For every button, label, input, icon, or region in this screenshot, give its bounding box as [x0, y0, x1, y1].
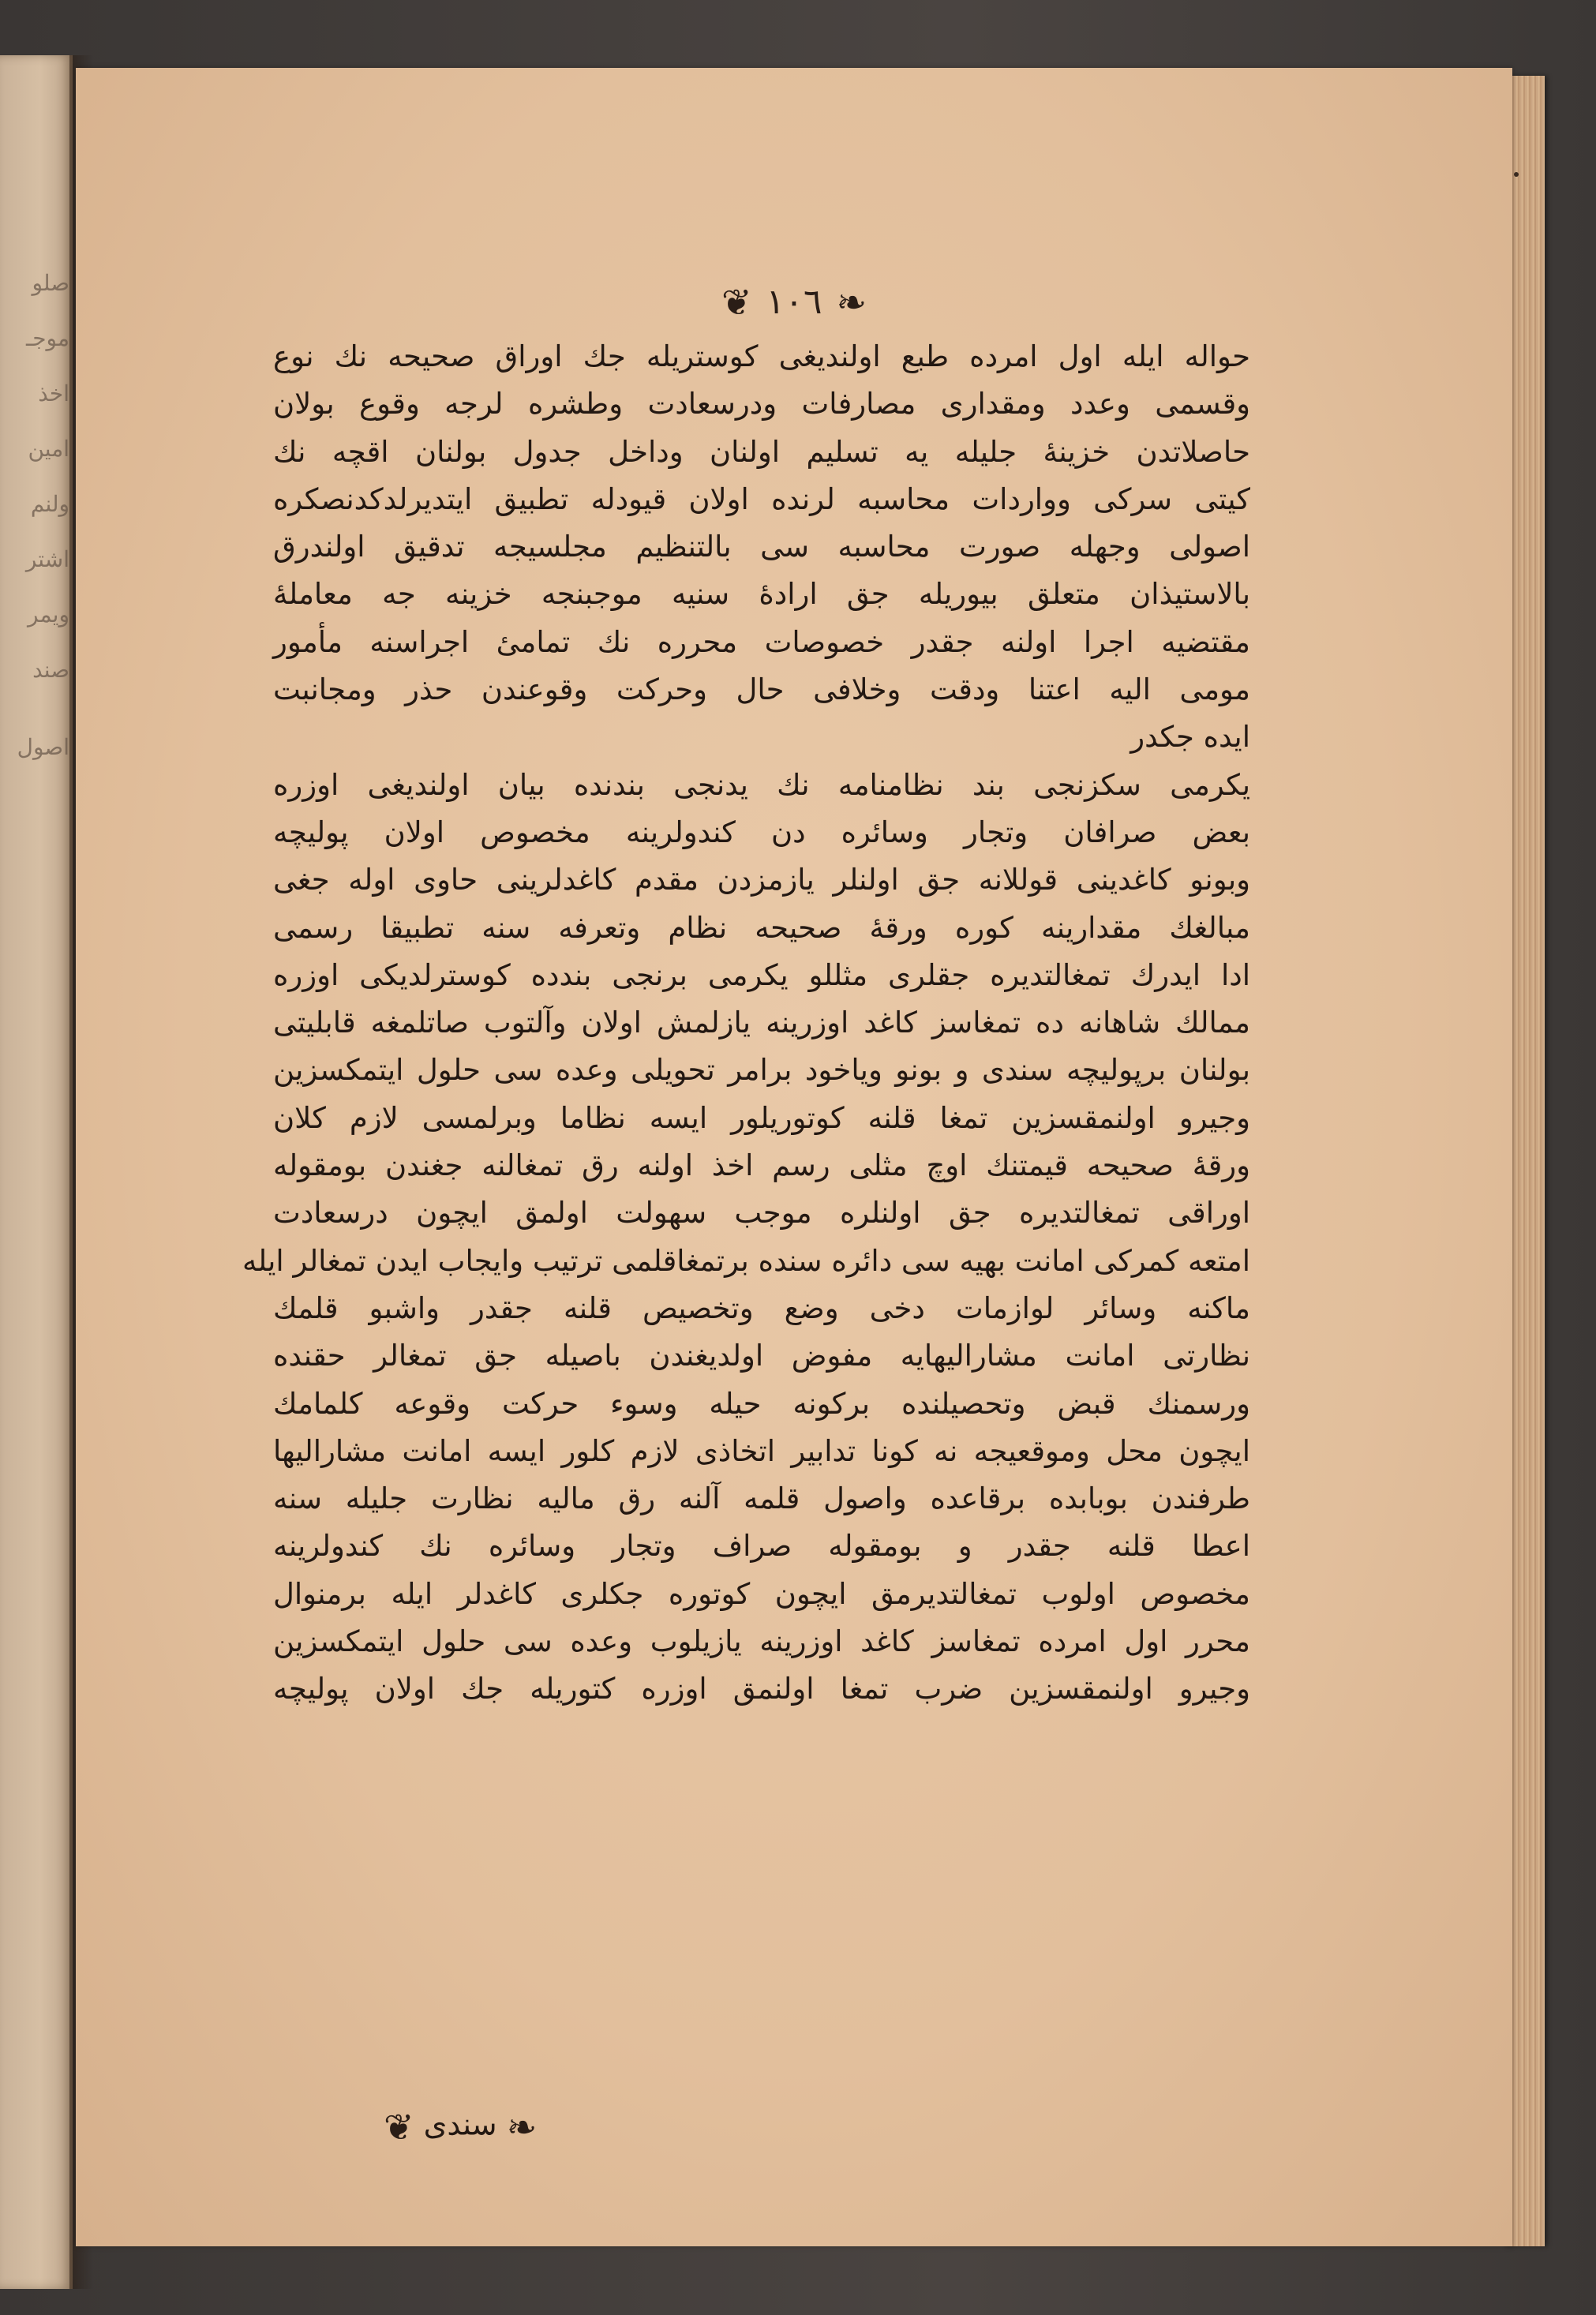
text-line: حواله ايله اول امرده طبع اولنديغى كوستريله جك اوراق صحيحه نك نوع	[273, 339, 1250, 373]
text-line: بولنان برپوليچه سندى و بونو وياخود برامر تحويلى وعده سى حلول ايتمكسزين	[273, 1053, 1250, 1088]
left-page-fragment: اشتر	[25, 546, 69, 572]
text-line: نظارتى امانت مشاراليهايه مفوض اولديغندن باصيله جق تمغالر حقنده	[273, 1339, 1250, 1373]
catchword-ornament-left-icon: ❦	[384, 2106, 414, 2148]
text-line: ورسمنك قبض وتحصيلنده بركونه حيله وسوء حركت وقوعه كلمامك	[273, 1386, 1250, 1421]
left-page-fragment: ولنم	[30, 491, 69, 517]
catchword	[384, 2106, 537, 2148]
text-line: وجيرو اولنمقسزين ضرب تمغا اولنمق اوزره كتوريله جك اولان پوليچه	[273, 1672, 1250, 1706]
text-line: مبالغك مقدارينه كوره ورقهٔ صحيحه نظام وتعرفه سنه تطبيقا رسمى	[273, 910, 1250, 945]
text-line: ايچون محل وموقعيجه نه كونا تدابير اتخاذى لازم كلور ايسه امانت مشاراليها	[273, 1433, 1250, 1468]
page-number: ١٠٦	[766, 282, 822, 322]
left-page-fragment: امين	[28, 436, 69, 462]
body-text	[242, 333, 1250, 1714]
left-page-fragment: ويمر	[28, 601, 69, 627]
text-line: وبونو كاغدينى قوللانه جق اولنلر يازمزدن مقدم كاغدلرينى حاوى اوله جغى	[273, 863, 1250, 897]
text-line: ادا ايدرك تمغالتديره جقلرى مثللو يكرمى برنجى بندده كوسترلديكى اوزره	[273, 957, 1250, 992]
page-header	[76, 279, 1512, 324]
text-line: محرر اول امرده تمغاسز كاغد اوزرينه يازيلوب وعده سى حلول ايتمكسزين	[273, 1624, 1250, 1659]
text-line: مقتضيه اجرا اولنه جقدر خصوصات محرره نك تمامىٔ اجراسنه مأمور	[273, 624, 1250, 659]
text-line: اصولى وجهله صورت محاسبه سى بالتنظيم مجلسيجه تدقيق اولندرق	[273, 530, 1250, 564]
left-page-fragment: صلو	[32, 270, 69, 296]
text-line: بالاستيذان متعلق بيوريله جق ارادهٔ سنيه موجبنجه خزينه جه معاملهٔ	[273, 577, 1250, 612]
ornament-left-icon: ❦	[721, 280, 752, 324]
text-line: كيتى سركى وواردات محاسبه لرنده اولان قيودله تطبيق ايتديرلدكدنصكره	[273, 481, 1250, 516]
text-line: حاصلاتدن خزينهٔ جليله يه تسليم اولنان وداخل جدول بولنان اقچه نك	[273, 434, 1250, 469]
text-line: ماكنه وسائر لوازمات دخى وضع وتخصيص قلنه جقدر واشبو قلمك	[273, 1290, 1250, 1325]
text-line: مخصوص اولوب تمغالتديرمق ايچون كوتوره جكلرى كاغدلر ايله برمنوال	[273, 1576, 1250, 1611]
catchword-ornament-right-icon: ❧	[506, 2106, 538, 2148]
text-line: امتعه كمركى امانت بهيه سى دائره سنده برتمغاقلمى ترتيب وايجاب ايدن تمغالر ايله	[242, 1243, 1250, 1278]
left-page-fragment: صند	[32, 657, 69, 683]
section-heading-line: يكرمى سكزنجى بند نظامنامه نك يدنجى بندنده بيان اولنديغى اوزره	[273, 767, 1250, 802]
text-line: وقسمى وعدد ومقدارى مصارفات ودرسعادت وطشره لرجه وقوع بولان	[273, 387, 1250, 421]
catchword-text: سندى	[423, 2107, 497, 2142]
text-line: اعطا قلنه جقدر و بومقوله صراف وتجار وسائره نك كندولرينه	[273, 1529, 1250, 1564]
ornament-right-icon: ❧	[836, 280, 867, 324]
right-page	[76, 68, 1512, 2246]
text-line: اوراقى تمغالتديره جق اولنلره موجب سهولت اولمق ايچون درسعادت	[273, 1196, 1250, 1231]
text-line: بعض صرافان وتجار وسائره دن كندولرينه مخصوص اولان پوليچه	[273, 815, 1250, 849]
text-line: طرفندن بوبابده برقاعده واصول قلمه آلنه رق ماليه نظارت جليله سنه	[273, 1482, 1250, 1516]
text-line: ايده جكدر	[1130, 720, 1250, 755]
left-page-fragment: موجـ	[26, 325, 69, 351]
left-page-fragment: اصول	[17, 734, 69, 760]
text-line: وجيرو اولنمقسزين تمغا قلنه كوتوريلور ايسه نظاما وبرلمسى لازم كلان	[273, 1100, 1250, 1135]
left-page-fragment: اخذ	[38, 380, 69, 406]
ink-dot	[1514, 172, 1519, 177]
text-line: ممالك شاهانه ده تمغاسز كاغد اوزرينه يازلمش اولان وآلتوب صاتلمغه قابليتى	[273, 1006, 1250, 1040]
left-facing-page	[0, 55, 73, 2289]
text-line: مومى اليه اعتنا ودقت وخلافى حال وحركت وقوعندن حذر ومجانبت	[273, 672, 1250, 707]
text-line: ورقهٔ صحيحه قيمتنك اوچ مثلى رسم اخذ اولنه رق تمغالنه جغندن بومقوله	[273, 1148, 1250, 1183]
